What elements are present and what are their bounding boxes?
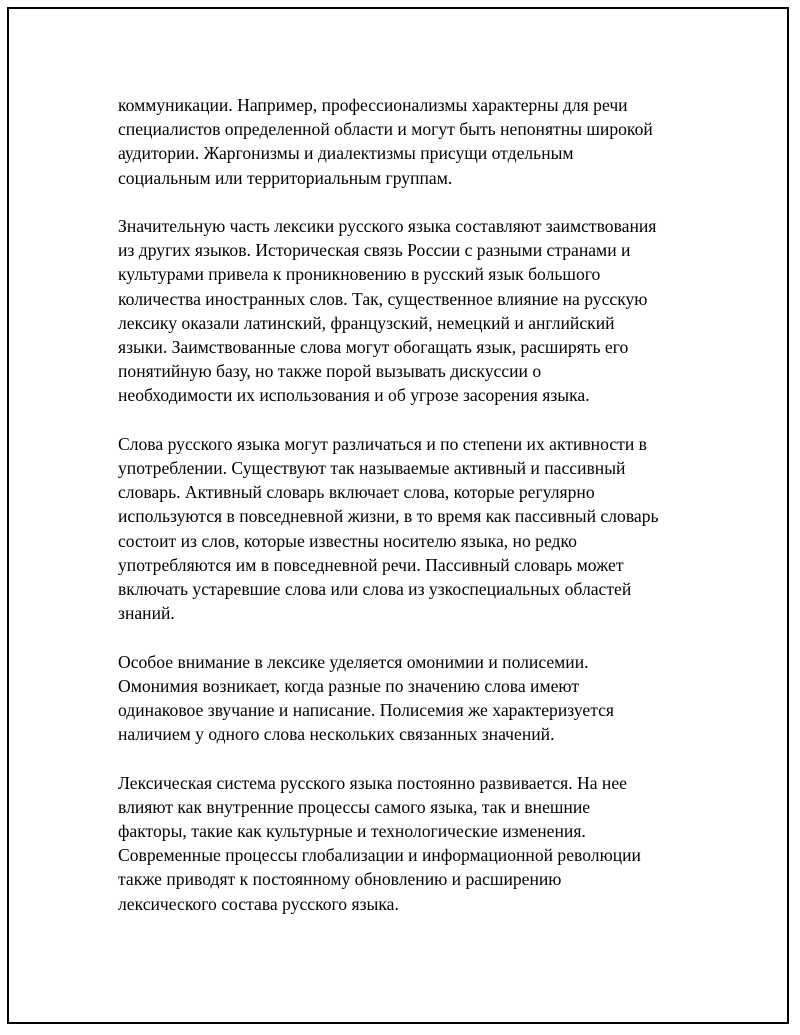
text-line: культурами привела к проникновению в русский язык большого	[118, 264, 601, 285]
text-line: включать устаревшие слова или слова из узкоспециальных областей	[118, 579, 632, 600]
text-line: одинаковое звучание и написание. Полисемия же характеризуется	[118, 700, 615, 721]
text-line: словарь. Активный словарь включает слова, которые регулярно	[118, 482, 595, 503]
text-line: лексику оказали латинский, французский, немецкий и английский	[118, 312, 615, 333]
text-line: используются в повседневной жизни, в то время как пассивный словарь	[118, 506, 659, 527]
paragraph	[118, 771, 708, 916]
text-line: Лексическая система русского языка постоянно развивается. На нее	[118, 772, 627, 793]
text-line: аудитории. Жаргонизмы и диалектизмы присущи отдельным	[118, 143, 574, 164]
text-line: состоит из слов, которые известны носителю языка, но редко	[118, 530, 577, 551]
paragraph	[118, 650, 708, 747]
text-line: наличием у одного слова нескольких связанных значений.	[118, 724, 555, 745]
text-line: факторы, такие как культурные и технологические изменения.	[118, 821, 586, 842]
text-line: понятийную базу, но также порой вызывать дискуссии о	[118, 361, 542, 382]
text-line: Омонимия возникает, когда разные по значению слова имеют	[118, 675, 580, 696]
text-line: лексического состава русского языка.	[118, 893, 399, 914]
text-line: знаний.	[118, 603, 175, 624]
text-line: Слова русского языка могут различаться и по степени их активности в	[118, 433, 647, 454]
document-body	[118, 93, 708, 940]
text-line: из других языков. Историческая связь России с разными странами и	[118, 240, 631, 261]
text-line: влияют как внутренние процессы самого языка, так и внешние	[118, 796, 591, 817]
paragraph	[118, 432, 708, 626]
text-line: употребляются им в повседневной речи. Пассивный словарь может	[118, 554, 624, 575]
text-line: Особое внимание в лексике уделяется омонимии и полисемии.	[118, 651, 589, 672]
text-line: коммуникации. Например, профессионализмы характерны для речи	[118, 95, 628, 115]
paragraph	[118, 214, 708, 408]
text-line: специалистов определенной области и могут быть непонятны широкой	[118, 119, 653, 140]
text-line: необходимости их использования и об угрозе засорения языка.	[118, 385, 590, 406]
text-line: языки. Заимствованные слова могут обогащать язык, расширять его	[118, 337, 629, 358]
paragraph	[118, 93, 708, 190]
text-line: социальным или территориальным группам.	[118, 167, 453, 188]
text-line: количества иностранных слов. Так, существенное влияние на русскую	[118, 288, 648, 309]
text-line: употреблении. Существуют так называемые активный и пассивный	[118, 458, 626, 479]
text-line: также приводят к постоянному обновлению и расширению	[118, 869, 562, 890]
text-line: Современные процессы глобализации и информационной революции	[118, 845, 641, 866]
text-line: Значительную часть лексики русского языка составляют заимствования	[118, 216, 657, 236]
